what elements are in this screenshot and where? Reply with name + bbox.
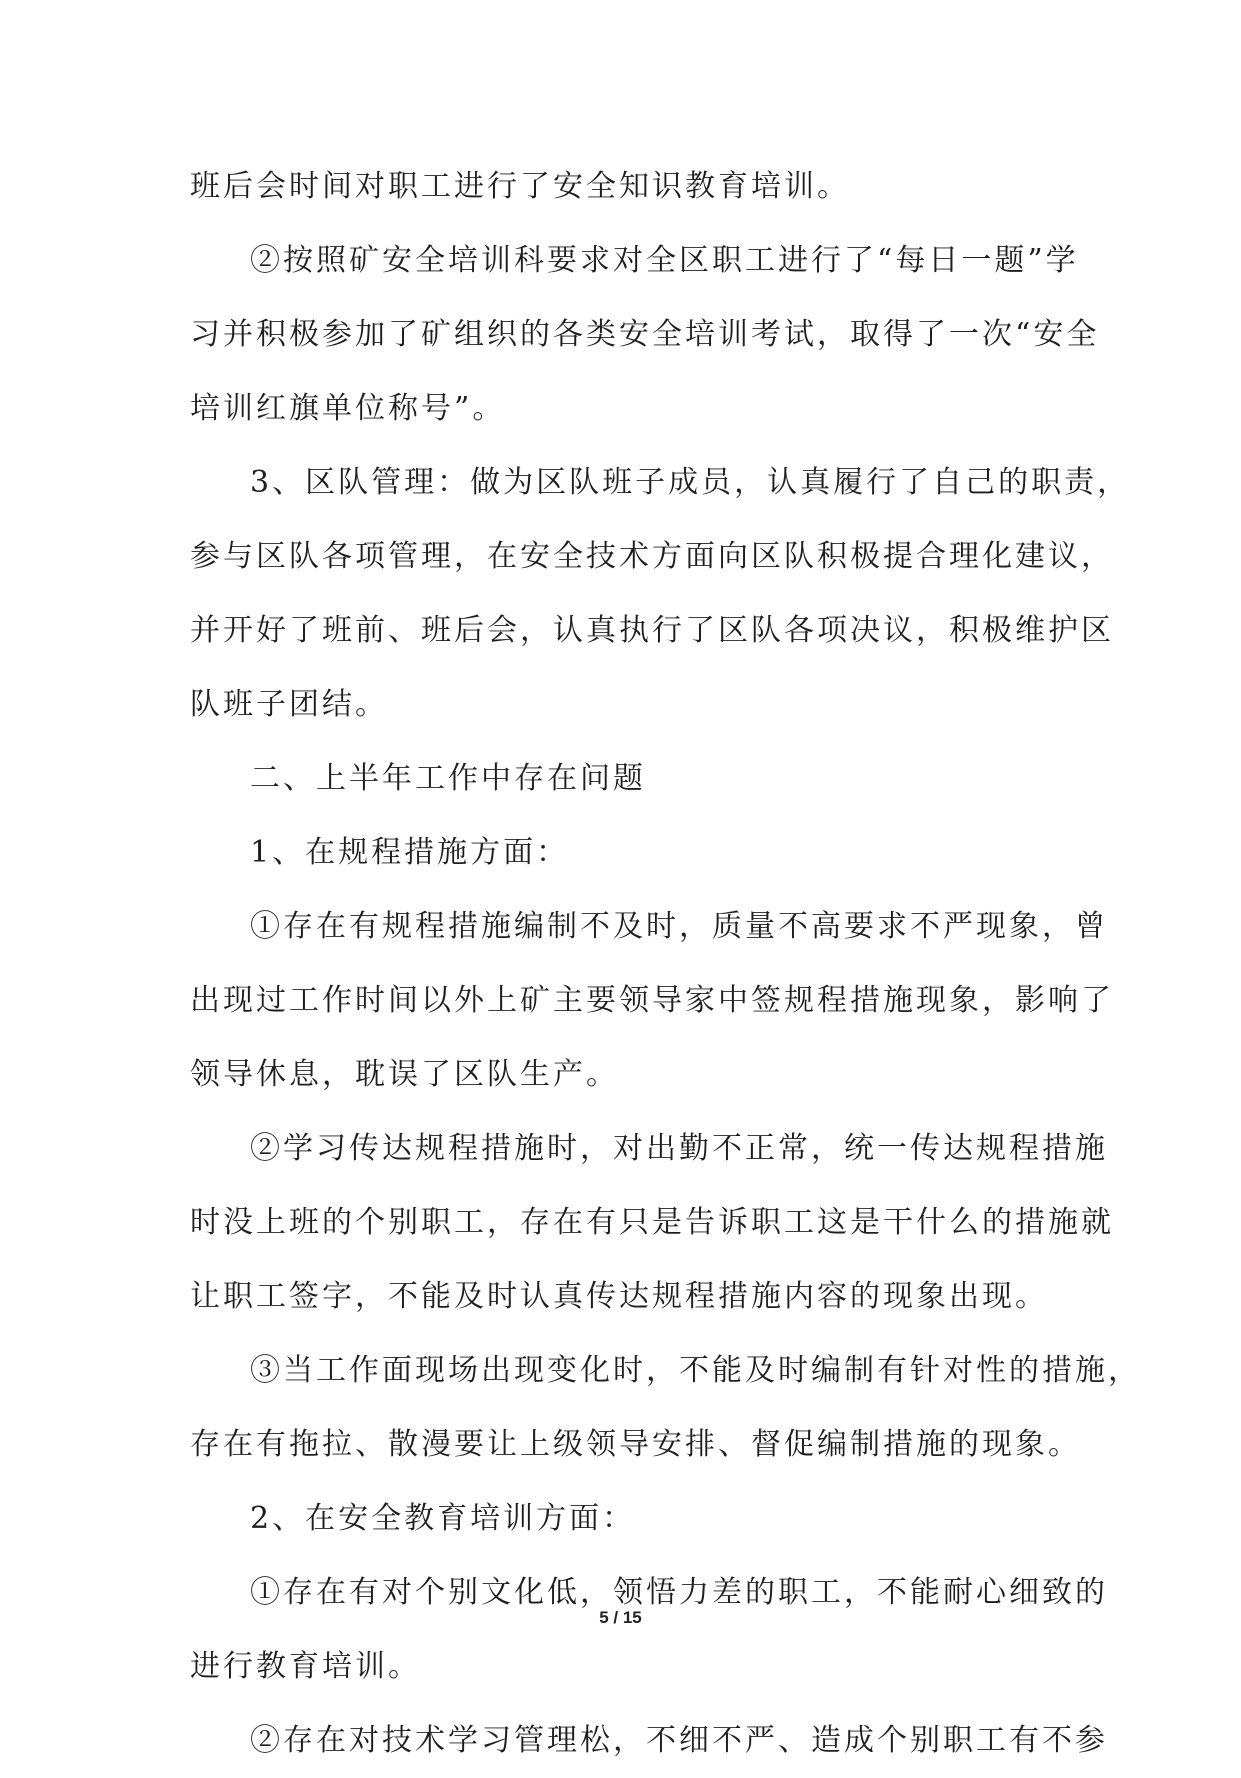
text-line: 时没上班的个别职工，存在有只是告诉职工这是干什么的措施就 [190,1205,1114,1240]
text-line: 习并积极参加了矿组织的各类安全培训考试，取得了一次“安全 [190,317,1100,352]
text-line: 并开好了班前、班后会，认真执行了区队各项决议，积极维护区 [190,613,1114,648]
text-line: 班后会时间对职工进行了安全知识教育培训。 [190,169,850,204]
text-line: ③当工作面现场出现变化时，不能及时编制有针对性的措施， [250,1353,1141,1388]
text-line: 出现过工作时间以外上矿主要领导家中签规程措施现象，影响了 [190,983,1114,1018]
text-line: ②存在对技术学习管理松，不细不严、造成个别职工有不参 [250,1723,1108,1758]
text-line: 队班子团结。 [190,687,388,722]
document-body [190,150,1141,1778]
text-line: ②学习传达规程措施时，对出勤不正常，统一传达规程措施 [250,1131,1108,1166]
text-line: ①存在有规程措施编制不及时，质量不高要求不严现象，曾 [250,909,1108,944]
subsection-heading: 2、在安全教育培训方面： [250,1501,636,1536]
text-line: 让职工签字，不能及时认真传达规程措施内容的现象出现。 [190,1279,1048,1314]
section-heading: 二、上半年工作中存在问题 [250,761,646,796]
text-line: 领导休息，耽误了区队生产。 [190,1057,619,1092]
page-number: 5 / 15 [599,1608,642,1627]
text-line: 参与区队各项管理，在安全技术方面向区队积极提合理化建议， [190,539,1114,574]
subsection-heading: 1、在规程措施方面： [250,835,570,870]
text-line: ①存在有对个别文化低，领悟力差的职工，不能耐心细致的 [250,1575,1108,1610]
text-line: 进行教育培训。 [190,1649,421,1684]
text-line: ②按照矿安全培训科要求对全区职工进行了“每日一题”学 [250,243,1079,278]
text-line: 培训红旗单位称号”。 [190,391,506,426]
text-line: 存在有拖拉、散漫要让上级领导安排、督促编制措施的现象。 [190,1427,1081,1462]
text-line: 3、区队管理：做为区队班子成员，认真履行了自己的职责， [250,465,1131,500]
